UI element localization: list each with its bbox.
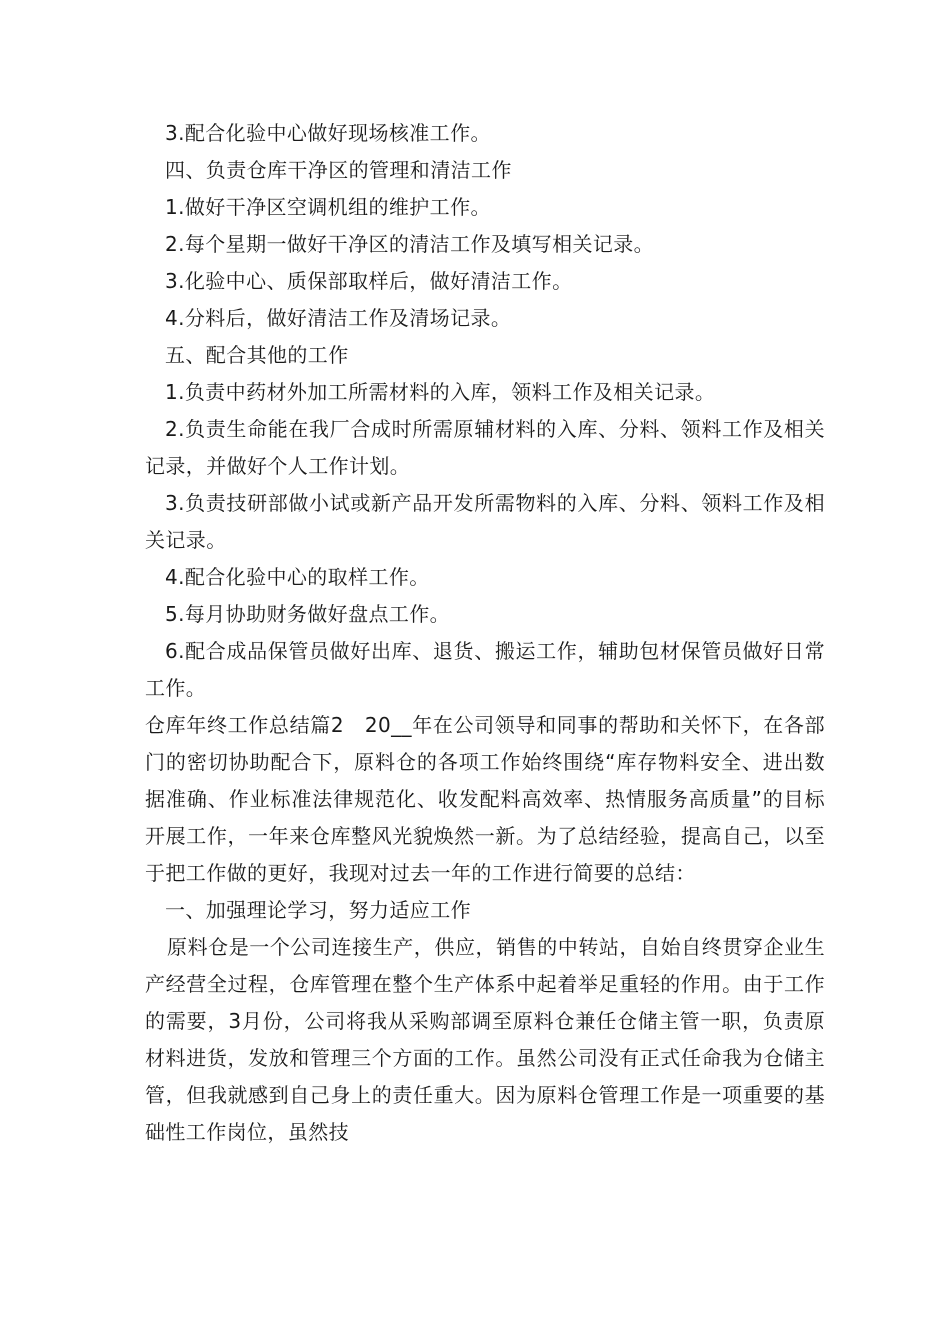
article-title-paragraph: 仓库年终工作总结篇2 20__年在公司领导和同事的帮助和关怀下，在各部门的密切协助配合下，原料仓的各项工作始终围绕“库存物料安全、进出数据准确、作业标准法律规范化、收发配料高效率、热情服务高质量”的目标开展工作，一年来仓库整风光貌焕然一新。为了总结经验，提高自己，以至于把工作做的更好，我现对过去一年的工作进行简要的总结： [145, 713, 825, 885]
paragraph: 5.每月协助财务做好盘点工作。 [165, 602, 451, 626]
section-heading: 四、负责仓库干净区的管理和清洁工作 [165, 158, 512, 182]
paragraph: 3.化验中心、质保部取样后，做好清洁工作。 [165, 269, 573, 293]
paragraph: 4.配合化验中心的取样工作。 [165, 565, 430, 589]
paragraph: 3.配合化验中心做好现场核准工作。 [165, 121, 491, 145]
paragraph: 3.负责技研部做小试或新产品开发所需物料的入库、分料、领料工作及相关记录。 [145, 491, 825, 552]
paragraph: 6.配合成品保管员做好出库、退货、搬运工作，辅助包材保管员做好日常工作。 [145, 639, 825, 700]
paragraph: 1.做好干净区空调机组的维护工作。 [165, 195, 491, 219]
paragraph: 2.负责生命能在我厂合成时所需原辅材料的入库、分料、领料工作及相关记录，并做好个人工作计划。 [145, 417, 825, 478]
section-heading: 一、加强理论学习，努力适应工作 [165, 898, 471, 922]
paragraph: 1.负责中药材外加工所需材料的入库，领料工作及相关记录。 [165, 380, 716, 404]
paragraph: 2.每个星期一做好干净区的清洁工作及填写相关记录。 [165, 232, 655, 256]
document-body [145, 115, 825, 1151]
paragraph: 4.分料后，做好清洁工作及清场记录。 [165, 306, 512, 330]
paragraph: 原料仓是一个公司连接生产，供应，销售的中转站，自始自终贯穿企业生产经营全过程，仓库管理在整个生产体系中起着举足重轻的作用。由于工作的需要，3月份，公司将我从采购部调至原料仓兼任仓储主管一职，负责原材料进货，发放和管理三个方面的工作。虽然公司没有正式任命我为仓储主管，但我就感到自己身上的责任重大。因为原料仓管理工作是一项重要的基础性工作岗位，虽然技 [145, 935, 825, 1144]
section-heading: 五、配合其他的工作 [165, 343, 349, 367]
